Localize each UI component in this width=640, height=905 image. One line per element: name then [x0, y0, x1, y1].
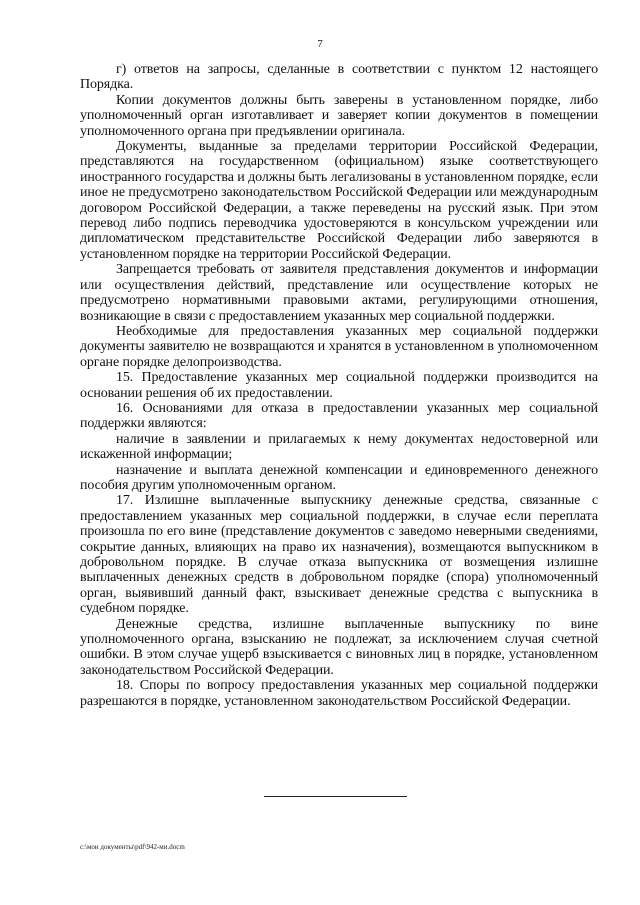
paragraph-refusal-reason-2: назначение и выплата денежной компенсации и единовременного денежного пособия другим уполномоченным органом.	[80, 462, 598, 493]
paragraph-refusal-reason-1: наличие в заявлении и прилагаемых к нему документах недостоверной или искаженной информации;	[80, 431, 598, 463]
page-number: 7	[317, 38, 323, 50]
paragraph-prohibition: Запрещается требовать от заявителя представления документов и информации или осуществления действий, представление или осуществление которых не предусмотрено нормативными правовыми актами, регулирующими отношения, возникающие в связи с предоставлением указанных мер социальной поддержки.	[80, 262, 598, 324]
paragraph-item-g: г) ответов на запросы, сделанные в соответствии с пунктом 12 настоящего Порядка.	[80, 62, 598, 93]
paragraph-clause-17: 17. Излишне выплаченные выпускнику денежные средства, связанные с предоставлением указанных мер социальной поддержки, в случае если переплата произошла по его вине (представление документов с заведомо неверными сведениями, сокрытие данных, влияющих на право их назначения), возмещаются выпускником в добровольном порядке. В случае отказа выпускника от возмещения излишне выплаченных денежных средств в добровольном порядке (спора) уполномоченный орган, выявивший данный факт, взыскивает денежные средства с выпускника в судебном порядке.	[80, 493, 598, 617]
paragraph-foreign-documents: Документы, выданные за пределами территории Российской Федерации, представляются на государственном (официальном) языке соответствующего иностранного государства и должны быть легализованы в установленном порядке, если иное не предусмотрено законодательством Российской Федерации или международным договором Российской Федерации, а также переведены на русский язык. При этом перевод либо подпись переводчика удостоверяются в консульском учреждении или дипломатическом представительстве Российской Федерации либо заверяются в установленном порядке на территории Российской Федерации.	[80, 139, 598, 262]
paragraph-documents-retention: Необходимые для предоставления указанных мер социальной поддержки документы заявителю не возвращаются и хранятся в установленном в уполномоченном органе порядке делопроизводства.	[80, 323, 598, 370]
paragraph-clause-16: 16. Основаниями для отказа в предоставлении указанных мер социальной поддержки являются:	[80, 400, 598, 432]
footer-file-path: c:\мои документы\pdf\942-ми.docm	[80, 843, 185, 851]
end-of-text-rule	[264, 796, 407, 797]
paragraph-clause-18: 18. Споры по вопросу предоставления указанных мер социальной поддержки разрешаются в порядке, установленном законодательством Российской Федерации.	[80, 678, 598, 709]
document-body	[80, 62, 598, 709]
paragraph-overpayment-authority: Денежные средства, излишне выплаченные выпускнику по вине уполномоченного органа, взысканию не подлежат, за исключением случая счетной ошибки. В этом случае ущерб взыскивается с виновных лиц в порядке, установленном законодательством Российской Федерации.	[80, 616, 598, 678]
paragraph-copies-certification: Копии документов должны быть заверены в установленном порядке, либо уполномоченный орган изготавливает и заверяет копии документов в помещении уполномоченного органа при предъявлении оригинала.	[80, 92, 598, 139]
paragraph-clause-15: 15. Предоставление указанных мер социальной поддержки производится на основании решения об их предоставлении.	[80, 370, 598, 401]
